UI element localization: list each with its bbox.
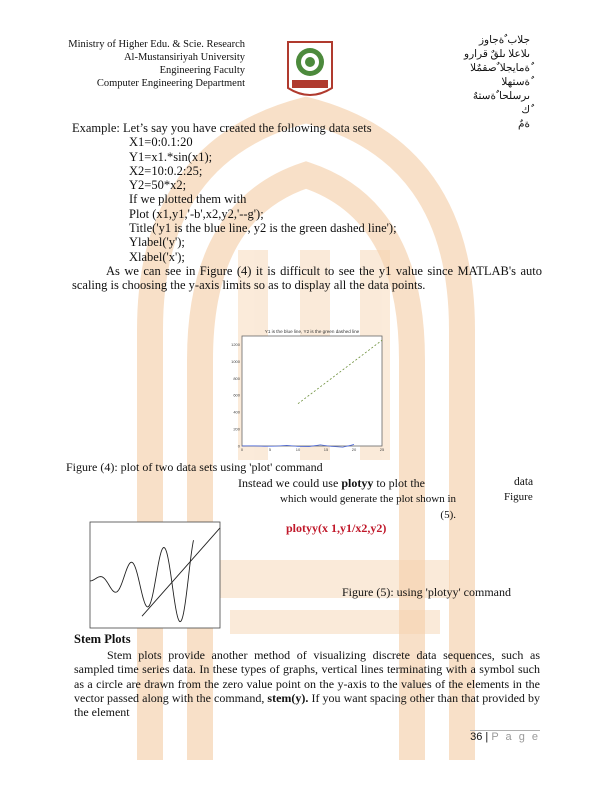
- y-tick-label: 800: [233, 375, 240, 381]
- y-tick-label: 600: [233, 392, 240, 398]
- page-label: P a g e: [491, 731, 540, 743]
- code-line: Plot (x1,y1,'-b',x2,y2,'--g');: [129, 206, 264, 221]
- page-number: 36 | P a g e: [470, 731, 540, 743]
- figure4-chart: [226, 324, 390, 454]
- code-block: [72, 135, 542, 264]
- code-line: Xlabel('x');: [129, 249, 185, 264]
- stem-command: stem(y).: [267, 690, 309, 705]
- plotyy-command: plotyy(x 1,y1/x2,y2): [286, 521, 387, 535]
- header-arabic-line: ٌةمايجلا ٌصقمٌلا: [470, 63, 530, 74]
- header-line: Al-Mustansiriyah University: [123, 52, 245, 63]
- y-tick-label: 200: [233, 426, 240, 432]
- header-arabic-line: ىلاعلا ىلقٌ قرارو: [464, 49, 530, 60]
- y-tick-label: 0: [237, 443, 240, 449]
- stem-plots-heading: Stem Plots: [74, 632, 131, 646]
- x-tick-label: 20: [351, 447, 357, 452]
- plotyy-intro-pre: Instead we could use: [238, 476, 342, 490]
- figure5-chart: [86, 520, 226, 632]
- header-arabic-line: ىرسلحا ٌةستهٌ: [472, 91, 530, 102]
- header-arabic-line: ةمٌ: [517, 119, 530, 130]
- plotyy-intro-block: [258, 491, 456, 523]
- example-section: [72, 121, 542, 293]
- x-tick-label: 10: [295, 447, 301, 452]
- figure5-caption: Figure (5): using 'plotyy' command: [342, 585, 511, 599]
- y-tick-label: 400: [233, 409, 240, 415]
- plotyy-intro-line: [238, 476, 425, 491]
- plotyy-intro-post: to plot the: [373, 476, 425, 490]
- header-line: Engineering Faculty: [159, 65, 245, 76]
- header-arabic-line: جلاب ٌةجاوز: [478, 35, 530, 46]
- figure4-plot-area: [242, 336, 382, 446]
- stem-para-rest: such as sampled time series data. In these types of graphs, vertical lines terminating with a symbol such as a circle are drawn from the zero value point on the y-axis to the values of the elements in the vector passed along with the command,: [74, 648, 540, 705]
- figure4-caption: Figure (4): plot of two data sets using 'plot' command: [66, 460, 323, 474]
- plotyy-intro-line3: (5).: [440, 509, 456, 521]
- code-line: X1=0:0.1:20: [129, 135, 193, 150]
- header-line: Ministry of Higher Edu. & Scie. Research: [68, 39, 245, 50]
- header-arabic-line: ٌةستهلا: [501, 77, 530, 88]
- plotyy-keyword: plotyy: [341, 476, 374, 490]
- header-arabic: [395, 34, 530, 132]
- code-line: Title('y1 is the blue line, y2 is the green dashed line');: [129, 221, 397, 236]
- x-tick-label: 15: [323, 447, 329, 452]
- y-tick-label: 1200: [231, 341, 240, 347]
- plotyy-figure-word: Figure: [504, 491, 533, 503]
- example-intro: Example: Let’s say you have created the following data sets: [72, 121, 372, 135]
- code-line: Ylabel('y');: [129, 235, 185, 250]
- y-tick-label: 1000: [231, 358, 240, 364]
- code-line: Y2=50*x2;: [129, 178, 187, 193]
- header-line: Computer Engineering Department: [96, 78, 245, 89]
- code-line: If we plotted them with: [129, 192, 247, 207]
- x-tick-label: 5: [268, 447, 272, 452]
- example-paragraph-text: As we can see in Figure (4) it is difficult to see the y1 value since MATLAB's auto scaling is choosing the y-axis limits so as to display all the data points.: [72, 263, 542, 293]
- code-line: X2=10:0.2:25;: [129, 163, 203, 178]
- plotyy-intro-line2: which would generate the plot shown in: [280, 493, 456, 505]
- page-number-value: 36: [470, 731, 483, 743]
- header-arabic-line: ٌك: [521, 105, 530, 116]
- header-institution: [40, 38, 245, 90]
- code-line: Y1=x1.*sin(x1);: [129, 149, 213, 164]
- stem-para-first: Stem plots provide another method of visualizing discrete data sequences,: [107, 648, 495, 662]
- stem-para-tail: If you want spacing other than that provided by the element: [74, 690, 540, 720]
- plotyy-data-word: data: [514, 476, 534, 488]
- x-tick-label: 0: [240, 447, 244, 452]
- example-paragraph: [72, 264, 542, 293]
- figure5-plot-area: [90, 522, 220, 628]
- x-tick-label: 25: [379, 447, 385, 452]
- stem-plots-paragraph: [74, 648, 540, 719]
- figure4-title: Y1 is the blue line, Y2 is the green dashed line: [264, 329, 360, 334]
- university-logo: [284, 38, 336, 102]
